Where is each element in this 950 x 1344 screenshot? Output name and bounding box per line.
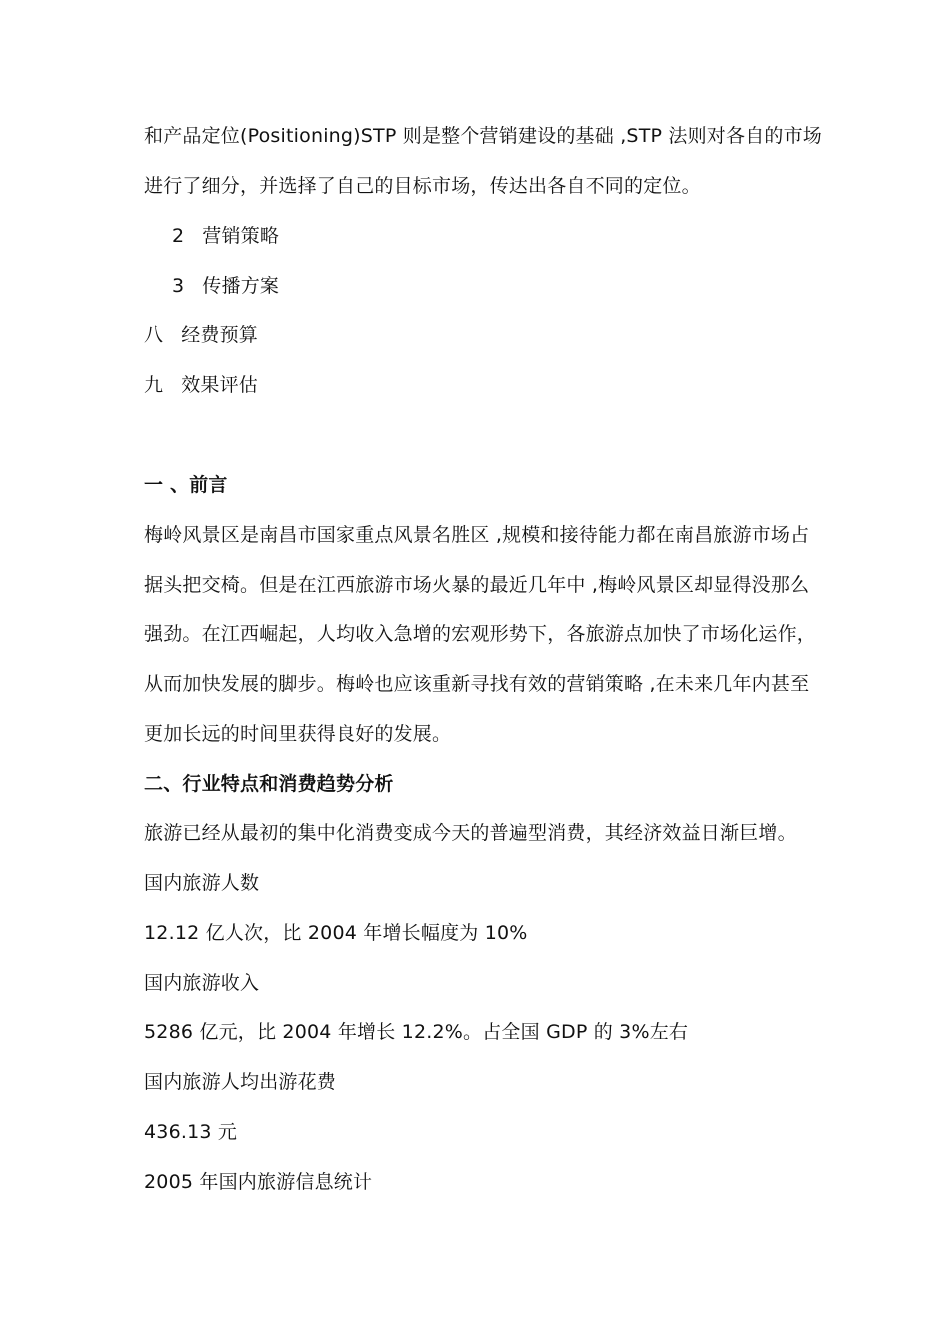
paragraph-line: 强劲。在江西崛起，人均收入急增的宏观形势下，各旅游点加快了市场化运作， <box>144 623 817 645</box>
section-heading-preface: 一 、前言 <box>144 474 228 496</box>
paragraph-line: 据头把交椅。但是在江西旅游市场火暴的最近几年中 ,梅岭风景区却显得没那么 <box>144 574 810 596</box>
toc-item-label: 经费预算 <box>181 324 259 346</box>
toc-item-label: 营销策略 <box>202 225 280 247</box>
toc-item-number: 2 <box>172 225 185 247</box>
toc-item-number: 3 <box>172 275 185 297</box>
section-heading-industry: 二、行业特点和消费趋势分析 <box>144 773 394 795</box>
toc-item <box>144 322 814 348</box>
stat-value: 5286 亿元，比 2004 年增长 12.2%。占全国 GDP 的 3%左右 <box>144 1021 689 1043</box>
toc-item <box>172 273 842 299</box>
toc-item <box>144 372 814 398</box>
paragraph-line: 和产品定位(Positioning)STP 则是整个营销建设的基础 ,STP 法则对各自的市场 <box>144 125 822 147</box>
toc-item-number: 八 <box>144 324 164 346</box>
stat-value: 436.13 元 <box>144 1121 238 1143</box>
table-caption: 2005 年国内旅游信息统计 <box>144 1171 373 1193</box>
toc-item-label: 传播方案 <box>202 275 280 297</box>
stat-label: 国内旅游人数 <box>144 872 260 894</box>
paragraph-line: 进行了细分，并选择了自己的目标市场，传达出各自不同的定位。 <box>144 175 701 197</box>
paragraph-line: 旅游已经从最初的集中化消费变成今天的普遍型消费，其经济效益日渐巨增。 <box>144 822 797 844</box>
stat-label: 国内旅游收入 <box>144 972 260 994</box>
paragraph-line: 从而加快发展的脚步。梅岭也应该重新寻找有效的营销策略 ,在未来几年内甚至 <box>144 673 810 695</box>
paragraph-line: 更加长远的时间里获得良好的发展。 <box>144 723 452 745</box>
stat-value: 12.12 亿人次，比 2004 年增长幅度为 10% <box>144 922 528 944</box>
toc-item-number: 九 <box>144 374 164 396</box>
paragraph-line: 梅岭风景区是南昌市国家重点风景名胜区 ,规模和接待能力都在南昌旅游市场占 <box>144 524 810 546</box>
toc-item <box>172 223 842 249</box>
stat-label: 国内旅游人均出游花费 <box>144 1071 337 1093</box>
toc-item-label: 效果评估 <box>181 374 259 396</box>
